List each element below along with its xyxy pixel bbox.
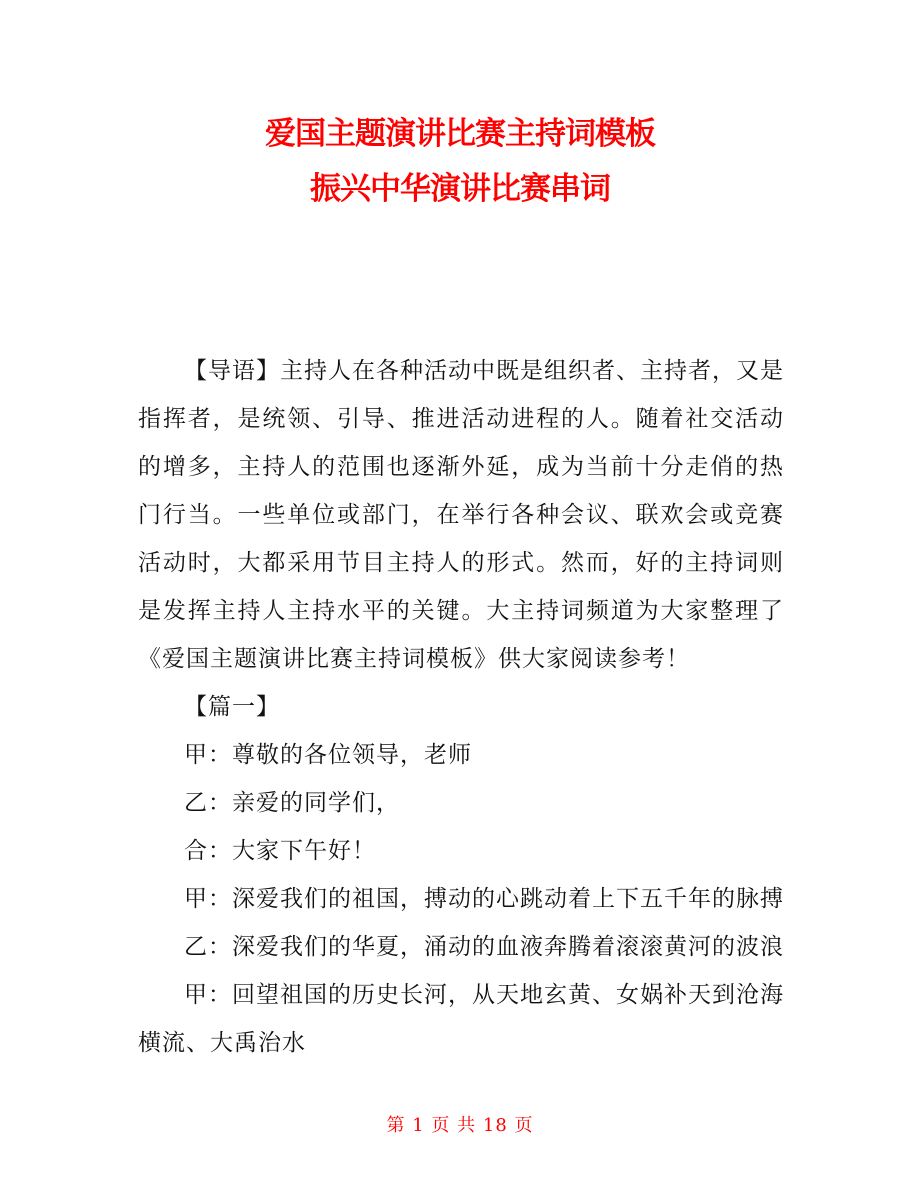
script-line: 甲：尊敬的各位领导，老师: [184, 742, 472, 768]
intro-paragraph: 【导语】主持人在各种活动中既是组织者、主持者，又是指挥者，是统领、引导、推进活动进程的人。随着社交活动的增多，主持人的范围也逐渐外延，成为当前十分走俏的热门行当。一些单位或部门，在举行各种会议、联欢会或竞赛活动时，大都采用节目主持人的形式。然而，好的主持词则是发挥主持人主持水平的关键。大主持词频道为大家整理了《爱国主题演讲比赛主持词模板》供大家阅读参考！: [138, 358, 784, 672]
script-line: 乙：深爱我们的华夏，涌动的血液奔腾着滚滚黄河的波浪: [184, 934, 784, 960]
section-heading: 【篇一】: [184, 694, 280, 720]
page-suffix: 页: [514, 1115, 534, 1136]
page-mid: 页 共: [431, 1115, 477, 1136]
page-current: 1: [412, 1115, 425, 1136]
script-line: 乙：亲爱的同学们，: [184, 790, 400, 816]
page-footer: [0, 1114, 920, 1138]
page-total: 18: [482, 1115, 508, 1136]
script-line: 甲：回望祖国的历史长河，从天地玄黄、女娲补天到沧海横流、大禹治水: [138, 982, 784, 1056]
document-title: 爱国主题演讲比赛主持词模板: [265, 116, 655, 152]
page-prefix: 第: [386, 1115, 406, 1136]
script-line: 合：大家下午好！: [184, 838, 376, 864]
script-line: 甲：深爱我们的祖国，搏动的心跳动着上下五千年的脉搏: [184, 886, 784, 912]
document-subtitle: 振兴中华演讲比赛串词: [310, 171, 610, 207]
document-body: [138, 347, 784, 1067]
